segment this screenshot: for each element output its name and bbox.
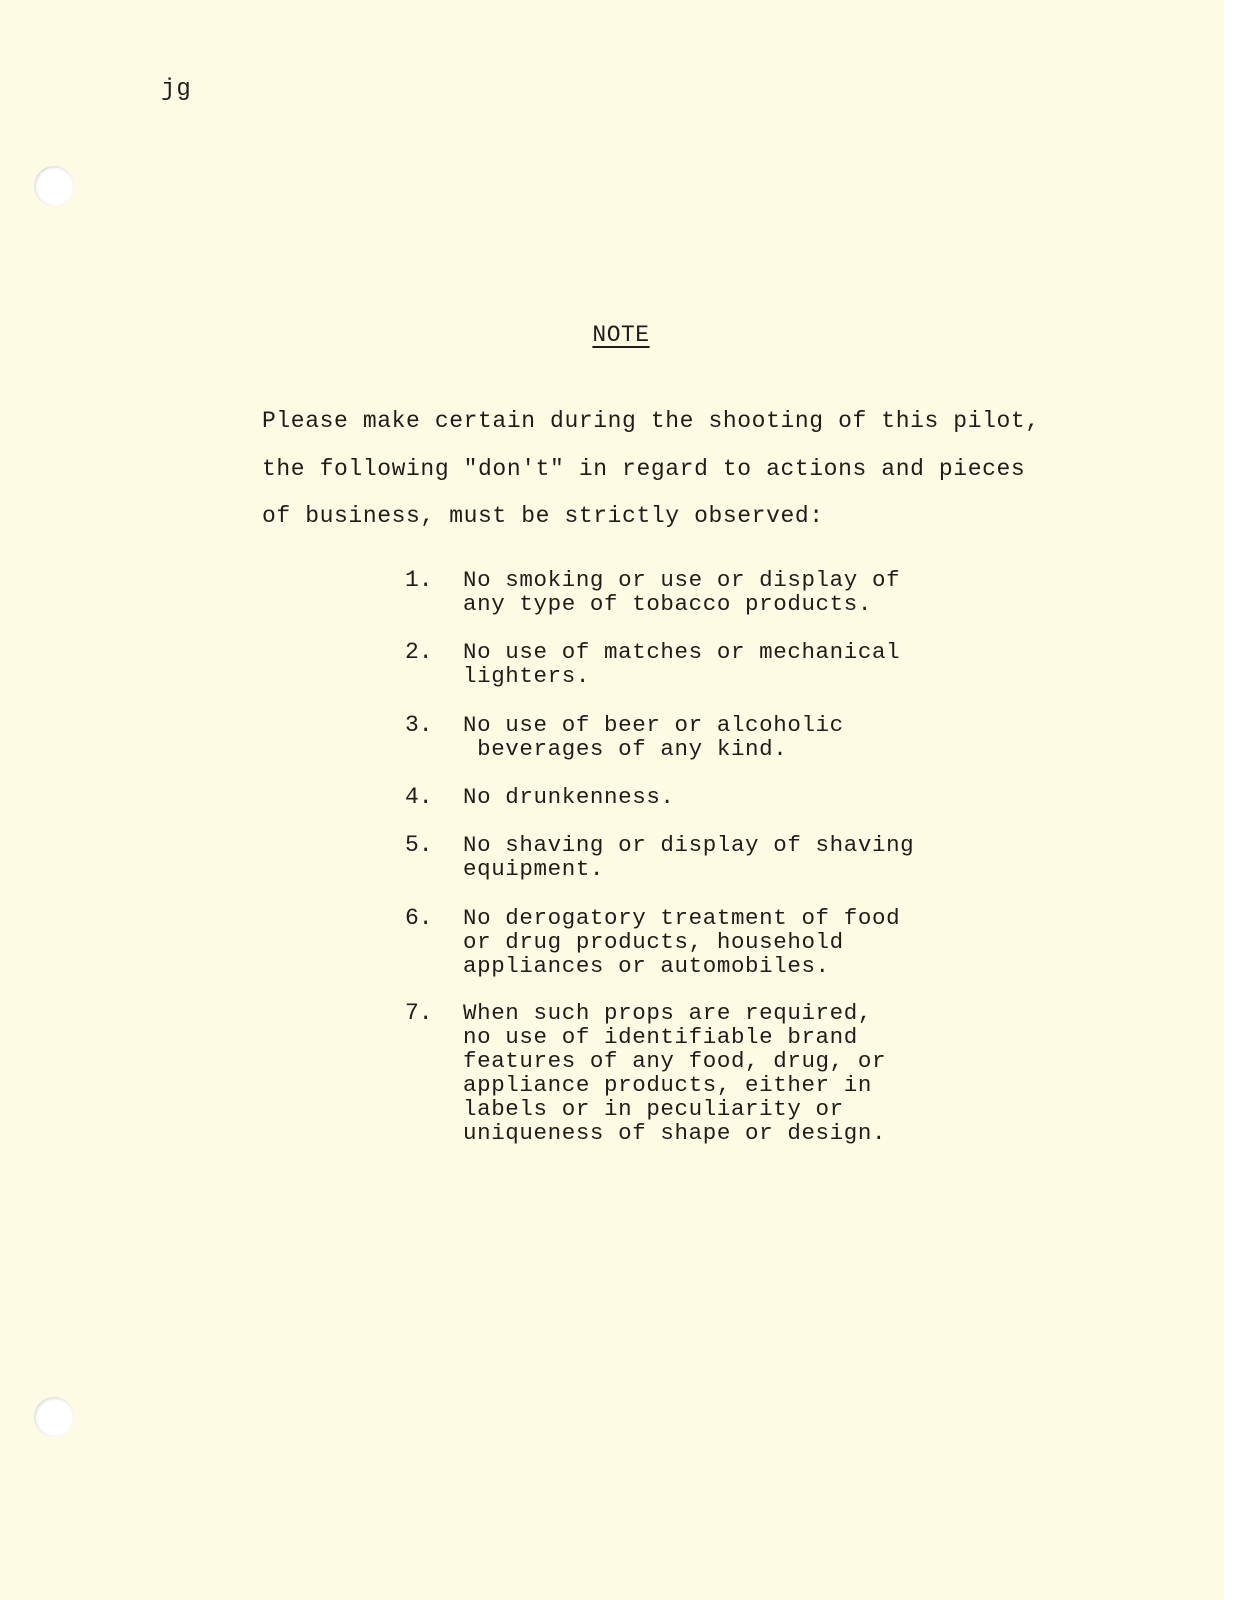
rule-number: 5.: [405, 832, 433, 858]
rule-text: [463, 713, 1043, 761]
rule-line: No shaving or display of shaving: [463, 832, 915, 858]
rule-number: 6.: [405, 905, 433, 931]
rule-line: any type of tobacco products.: [463, 591, 872, 617]
rule-line: equipment.: [463, 856, 605, 882]
rule-line: When such props are required,: [463, 1000, 872, 1026]
rule-text: [463, 568, 1043, 616]
intro-line: Please make certain during the shooting of this pilot,: [262, 408, 1040, 434]
page-edge: [1224, 0, 1236, 1600]
rule-line: No drunkenness.: [463, 784, 675, 810]
document-title-text: NOTE: [592, 322, 650, 348]
rule-line: No use of beer or alcoholic: [463, 712, 844, 738]
rule-text: [463, 785, 1043, 809]
rule-number: 2.: [405, 639, 433, 665]
rule-text: [463, 833, 1043, 881]
intro-paragraph: [262, 398, 1082, 541]
rule-line: or drug products, household: [463, 929, 844, 955]
rule-line: lighters.: [463, 663, 590, 689]
punch-hole-top: [34, 166, 74, 206]
rule-text: [463, 1001, 1043, 1145]
rule-line: No smoking or use or display of: [463, 567, 901, 593]
rule-text: [463, 640, 1043, 688]
intro-line: of business, must be strictly observed:: [262, 503, 824, 529]
rule-line: uniqueness of shape or design.: [463, 1120, 887, 1146]
rule-number: 4.: [405, 784, 433, 810]
intro-line: the following "don't" in regard to actions and pieces: [262, 455, 1026, 482]
rule-number: 1.: [405, 567, 433, 593]
rule-line: beverages of any kind.: [463, 736, 788, 762]
document-title: [0, 322, 1236, 348]
rule-line: labels or in peculiarity or: [463, 1096, 844, 1122]
typist-initials: jg: [161, 76, 192, 103]
punch-hole-bottom: [34, 1397, 74, 1437]
rule-number: 7.: [405, 1000, 433, 1026]
rule-line: No derogatory treatment of food: [463, 905, 901, 931]
rule-text: [463, 906, 1043, 978]
rule-line: appliances or automobiles.: [463, 953, 830, 979]
rule-line: appliance products, either in: [463, 1072, 872, 1098]
rule-line: no use of identifiable brand: [463, 1024, 858, 1050]
rule-line: features of any food, drug, or: [463, 1048, 887, 1074]
rule-number: 3.: [405, 712, 433, 738]
rule-line: No use of matches or mechanical: [463, 639, 901, 665]
